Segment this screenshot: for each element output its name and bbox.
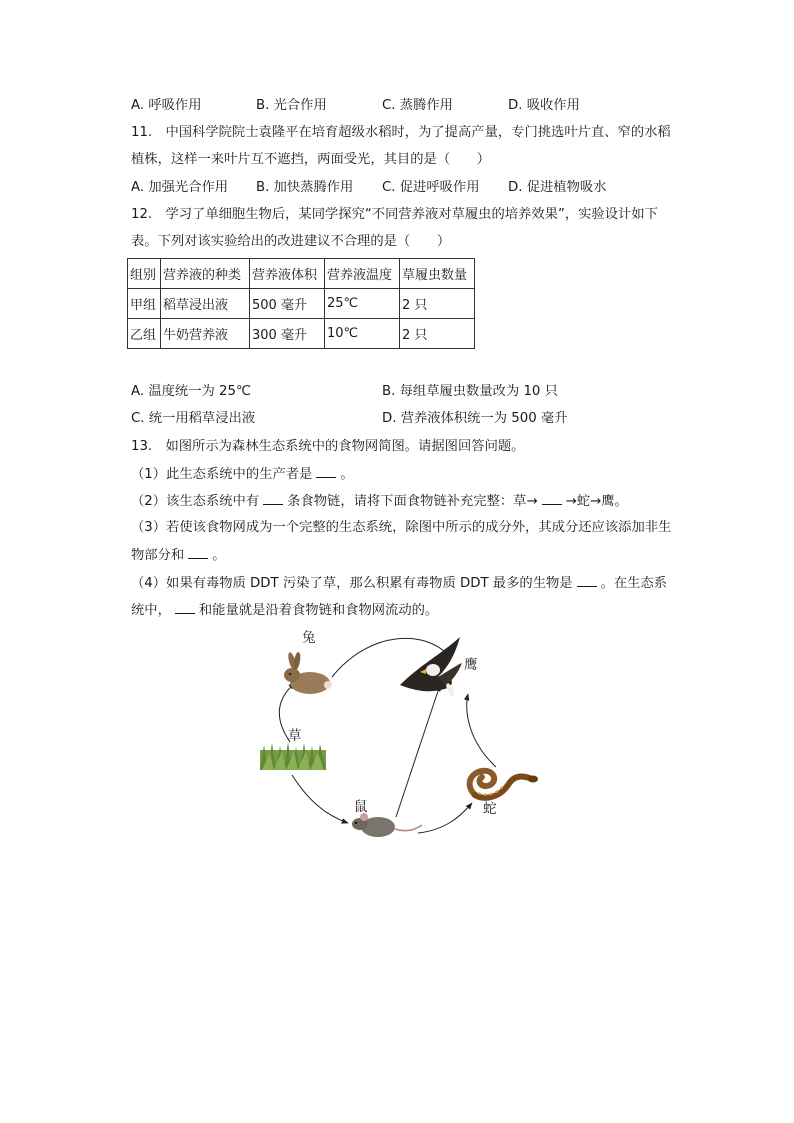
table-header-cell: 营养液体积	[250, 259, 325, 289]
q10-option-d: D. 吸收作用	[508, 98, 580, 113]
q13-part2-mid: 条食物链，请将下面食物链补充完整：草→	[287, 494, 538, 509]
experiment-table	[127, 258, 475, 349]
q12-option-c: C. 统一用稻草浸出液	[131, 411, 256, 426]
table-cell: 甲组	[128, 289, 161, 319]
q13-part4-line2	[131, 601, 438, 620]
snake-label: 蛇	[483, 801, 497, 817]
table-cell: 乙组	[128, 319, 161, 349]
table-header-cell: 营养液温度	[325, 259, 400, 289]
table-cell: 2 只	[400, 319, 475, 349]
table-cell: 10℃	[325, 319, 400, 349]
q12-option-a: A. 温度统一为 25℃	[131, 384, 251, 399]
table-cell: 稻草浸出液	[161, 289, 250, 319]
q12-option-b: B. 每组草履虫数量改为 10 只	[382, 384, 558, 399]
arrow-mouse-to-snake	[418, 803, 472, 833]
table-cell: 2 只	[400, 289, 475, 319]
q13-part2-text: （2）该生态系统中有	[131, 494, 260, 509]
q13-part4-mid: 。在生态系	[600, 576, 668, 591]
q10-option-c: C. 蒸腾作用	[382, 98, 453, 113]
q13-part4-end: 和能量就是沿着食物链和食物网流动的。	[198, 603, 439, 618]
q12-stem-line1: 12. 学习了单细胞生物后，某同学探究“不同营养液对草履虫的培养效果”，实验设计如下	[131, 207, 658, 222]
q13-part1	[131, 465, 354, 484]
mouse-icon	[352, 813, 422, 837]
arrow-snake-to-eagle	[467, 694, 496, 767]
q13-part3-line2	[131, 546, 225, 565]
eagle-icon	[400, 637, 462, 697]
arrow-mouse-to-eagle	[396, 685, 440, 817]
q10-option-a: A. 呼吸作用	[131, 98, 202, 113]
table-header-cell: 草履虫数量	[400, 259, 475, 289]
q12-stem-line2: 表。下列对该实验给出的改进建议不合理的是（ ）	[131, 234, 451, 249]
q13-part3-text: 物部分和	[131, 548, 185, 563]
table-cell: 牛奶营养液	[161, 319, 250, 349]
rabbit-label: 兔	[302, 630, 316, 646]
q13-part4-text2: 统中，	[131, 603, 171, 618]
answer-blank	[577, 574, 597, 587]
grass-icon	[260, 742, 326, 770]
table-row	[128, 319, 475, 349]
answer-blank	[188, 546, 208, 559]
table-header-row	[128, 259, 475, 289]
rabbit-icon	[284, 652, 332, 694]
q13-part2-end: →蛇→鹰。	[565, 494, 628, 509]
grass-label: 草	[288, 728, 302, 744]
table-header-cell: 组别	[128, 259, 161, 289]
q13-part2	[131, 492, 628, 511]
q13-part1-end: 。	[340, 467, 354, 482]
q10-option-b: B. 光合作用	[256, 98, 327, 113]
answer-blank	[542, 492, 562, 505]
q13-part1-text: （1）此生态系统中的生产者是	[131, 467, 313, 482]
q11-option-b: B. 加快蒸腾作用	[256, 180, 354, 195]
table-cell: 500 毫升	[250, 289, 325, 319]
answer-blank	[175, 601, 195, 614]
q11-option-c: C. 促进呼吸作用	[382, 180, 480, 195]
snake-icon	[470, 771, 538, 798]
q11-stem-line2: 植株，这样一来叶片互不遮挡，两面受光，其目的是（ ）	[131, 152, 491, 167]
table-header-cell: 营养液的种类	[161, 259, 250, 289]
q12-option-d: D. 营养液体积统一为 500 毫升	[382, 411, 568, 426]
q11-stem-line1: 11. 中国科学院院士袁隆平在培育超级水稻时，为了提高产量，专门挑选叶片直、窄的水稻	[131, 125, 671, 140]
table-cell: 25℃	[325, 289, 400, 319]
q11-option-a: A. 加强光合作用	[131, 180, 229, 195]
table-row	[128, 289, 475, 319]
q13-part4-line1	[131, 574, 667, 593]
answer-blank	[263, 492, 283, 505]
table-cell: 300 毫升	[250, 319, 325, 349]
q13-part3-end: 。	[212, 548, 226, 563]
arrow-grass-to-mouse	[292, 775, 348, 823]
mouse-label: 鼠	[354, 799, 368, 815]
food-web-diagram	[250, 625, 550, 850]
q11-option-d: D. 促进植物吸水	[508, 180, 607, 195]
q13-stem: 13. 如图所示为森林生态系统中的食物网简图。请据图回答问题。	[131, 439, 525, 454]
answer-blank	[316, 465, 336, 478]
q13-part3-line1: （3）若使该食物网成为一个完整的生态系统，除图中所示的成分外，其成分还应该添加非生	[131, 520, 672, 535]
q13-part4-text: （4）如果有毒物质 DDT 污染了草，那么积累有毒物质 DDT 最多的生物是	[131, 576, 573, 591]
eagle-label: 鹰	[464, 657, 478, 673]
